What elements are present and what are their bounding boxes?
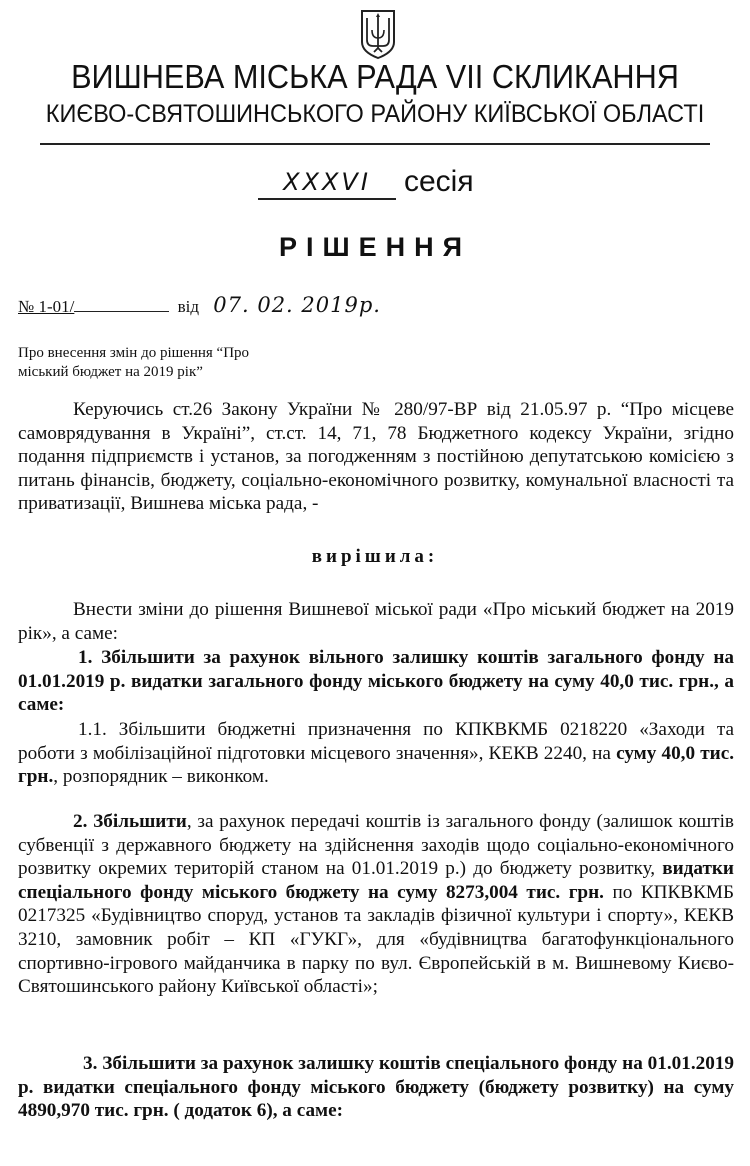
number-blank <box>74 297 169 312</box>
item-2-text-a: , за рахунок передачі коштів із загального фонду (залишок коштів субвенції з державного бюджету на здійснення заходів щодо соціально-економічного розвитку окремих територій станом на 01.01.2019 р.) до бюджету розвитку, <box>18 811 734 880</box>
item-1-1-amount: суму 40,0 тис. грн. <box>18 742 735 788</box>
item-1-1-text: 1.1. Збільшити бюджетні призначення по КПКВКМБ 0218220 «Заходи та роботи з мобілізаційної підготовки місцевого значення», КЕКВ 2240, на <box>18 719 734 764</box>
item-1-1-tail: , розпорядник – виконком. <box>53 766 269 788</box>
preamble-paragraph: Керуючись ст.26 Закону України № 280/97-ВР від 21.05.97 р. “Про місцеве самоврядування в Україні”, ст.ст. 14, 71, 78 Бюджетного кодексу України, згідно подання підприємств і установ, за погодженням з постійною депутатською комісією з питань фінансів, бюджету, соціально-економічного розвитку, комунальної власності та приватизації, Вишнева міська рада, - <box>18 399 734 515</box>
subject-line-2: міський бюджет на 2019 рік” <box>18 364 203 380</box>
item-3-heading: 3. Збільшити за рахунок залишку коштів спеціального фонду на 01.01.2019 р. видатки спеціального фонду міського бюджету (бюджету розвитку) на суму 4890,970 тис. грн. ( додаток 6), а саме: <box>18 1053 734 1122</box>
decision-title: РІШЕННЯ <box>278 232 472 262</box>
item-2-lead: 2. Збільшити <box>73 811 187 832</box>
item-2-text-c: по КПКВКМБ 0217325 «Будівництво споруд, установ та закладів фізичної культури і спорту», КЕКВ 3210, замовник робіт – КП «ГУКГ», для «будівництва багатофункціонального спортивно-ігрового майданчика в парку по вул. Європейській в м. Вишневому Києво-Святошинського району Київської області»; <box>18 881 734 998</box>
header-divider <box>40 143 710 145</box>
subject-line-1: Про внесення змін до рішення “Про <box>18 345 250 361</box>
document-number: № 1-01/ <box>18 297 75 316</box>
resolved-heading: вирішила: <box>311 546 439 567</box>
item-1-1-paragraph <box>18 718 734 789</box>
session-word: сесія <box>404 165 474 198</box>
intro-paragraph: Внести зміни до рішення Вишневої міської ради «Про міський бюджет на 2019 рік», а саме: <box>18 599 734 644</box>
document-date: 07. 02. 2019р. <box>213 293 381 317</box>
decision-subject <box>18 344 398 382</box>
council-name: ВИШНЕВА МІСЬКА РАДА VII СКЛИКАННЯ <box>71 58 679 95</box>
item-2-amount: видатки спеціального фонду міського бюджету на суму 8273,004 тис. грн. <box>18 858 734 903</box>
session-number: XXXVI <box>258 168 396 200</box>
item-1-heading: 1. Збільшити за рахунок вільного залишку коштів загального фонду на 01.01.2019 р. видатки загального фонду міського бюджету на суму 40,0 тис. грн., а саме: <box>18 647 734 716</box>
council-region: КИЄВО-СВЯТОШИНСЬКОГО РАЙОНУ КИЇВСЬКОЇ ОБЛАСТІ <box>45 100 705 128</box>
item-2-paragraph <box>18 810 734 999</box>
trident-emblem-icon <box>358 8 398 60</box>
document-number-line <box>18 293 381 317</box>
date-prefix: від <box>177 297 200 316</box>
